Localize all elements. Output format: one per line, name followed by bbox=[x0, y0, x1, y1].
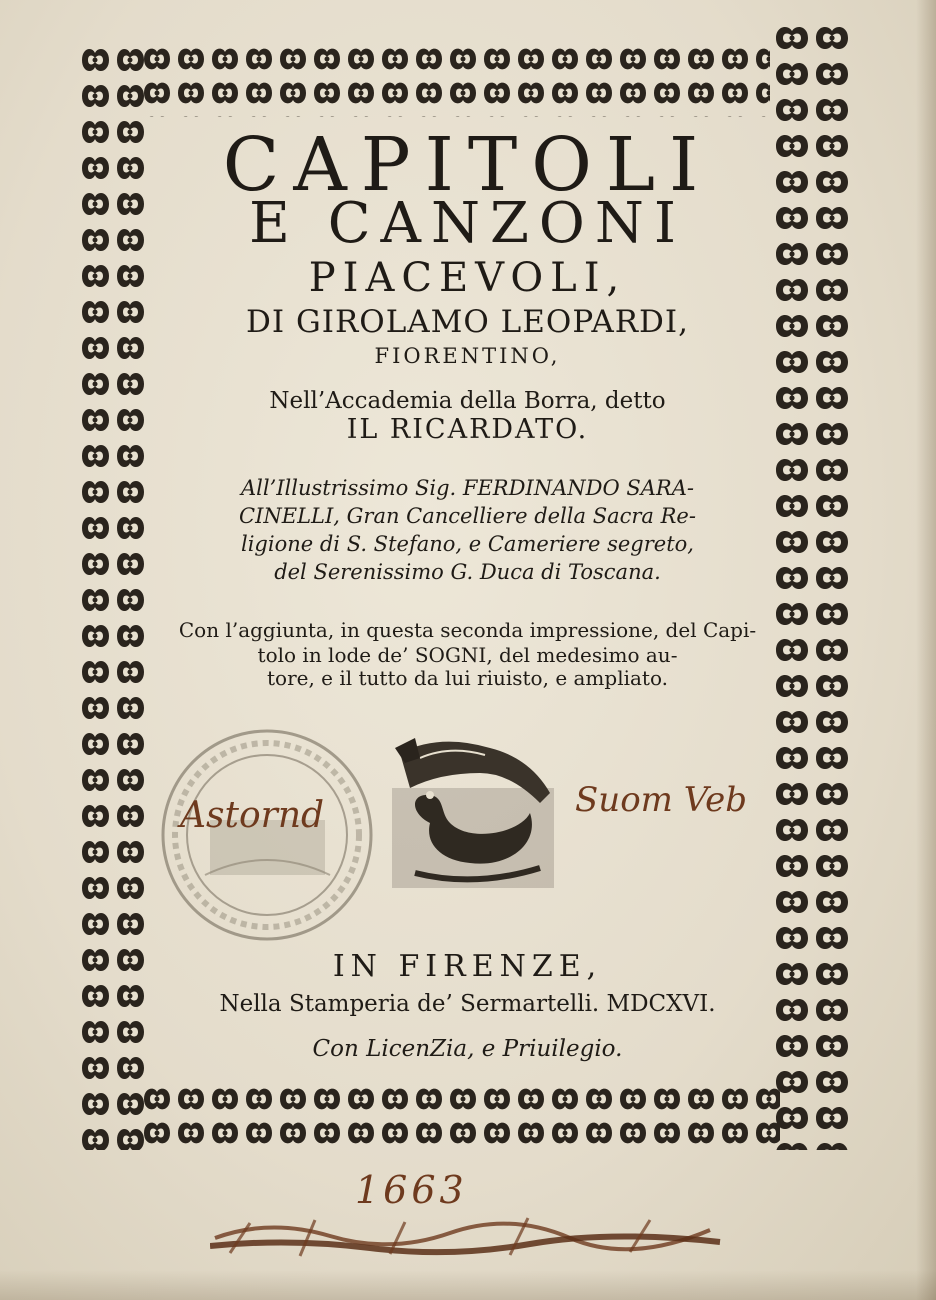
imprint-printer: Nella Stamperia de’ Sermartelli. MDCXVI. bbox=[219, 991, 716, 1017]
addition-line-2: tolo in lode de’ SOGNI, del medesimo au- bbox=[257, 643, 678, 667]
stamp-signature: Astornd bbox=[180, 795, 325, 836]
title-line-capitoli: CAPITOLI bbox=[222, 122, 713, 208]
ornament-border-top bbox=[140, 42, 770, 117]
imprint-license: Con LicenZia, e Priuilegio. bbox=[312, 1036, 623, 1062]
swan-printer-device-icon bbox=[390, 733, 560, 897]
academy-line: Nell’Accademia della Borra, detto bbox=[269, 388, 666, 414]
page-edge-shadow bbox=[916, 0, 936, 1300]
ornament-border-left bbox=[78, 42, 148, 1150]
dedication-line-4: del Serenissimo G. Duca di Toscana. bbox=[274, 560, 661, 584]
origin-line: FIORENTINO, bbox=[374, 344, 561, 368]
imprint-city: IN FIRENZE, bbox=[332, 949, 603, 984]
title-line-canzoni: E CANZONI bbox=[249, 191, 686, 256]
addition-line-3: tore, e il tutto da lui riuisto, e ampliato. bbox=[266, 666, 668, 690]
dedication-line-2: CINELLI, Gran Cancelliere della Sacra Re- bbox=[239, 504, 696, 528]
dedication-line-1: All’Illustrissimo Sig. FERDINANDO SARA- bbox=[240, 476, 694, 500]
ornament-border-bottom bbox=[140, 1082, 780, 1150]
dedication-line-3: ligione di S. Stefano, e Cameriere segreto, bbox=[241, 532, 694, 556]
title-line-piacevoli: PIACEVOLI, bbox=[308, 255, 627, 301]
author-line: DI GIROLAMO LEOPARDI, bbox=[245, 304, 690, 340]
handwritten-year: 1663 bbox=[355, 1168, 468, 1212]
addition-line-1: Con l’aggiunta, in questa seconda impressione, del Capi- bbox=[178, 618, 757, 642]
library-stamp-icon bbox=[155, 725, 380, 949]
pseudonym-line: IL RICARDATO. bbox=[346, 414, 589, 445]
crossed-out-inscription-icon bbox=[210, 1208, 730, 1272]
handwritten-note-right: Suom Veb bbox=[575, 780, 748, 820]
page-edge-shadow-bottom bbox=[0, 1270, 936, 1300]
ornament-border-right bbox=[772, 20, 852, 1150]
